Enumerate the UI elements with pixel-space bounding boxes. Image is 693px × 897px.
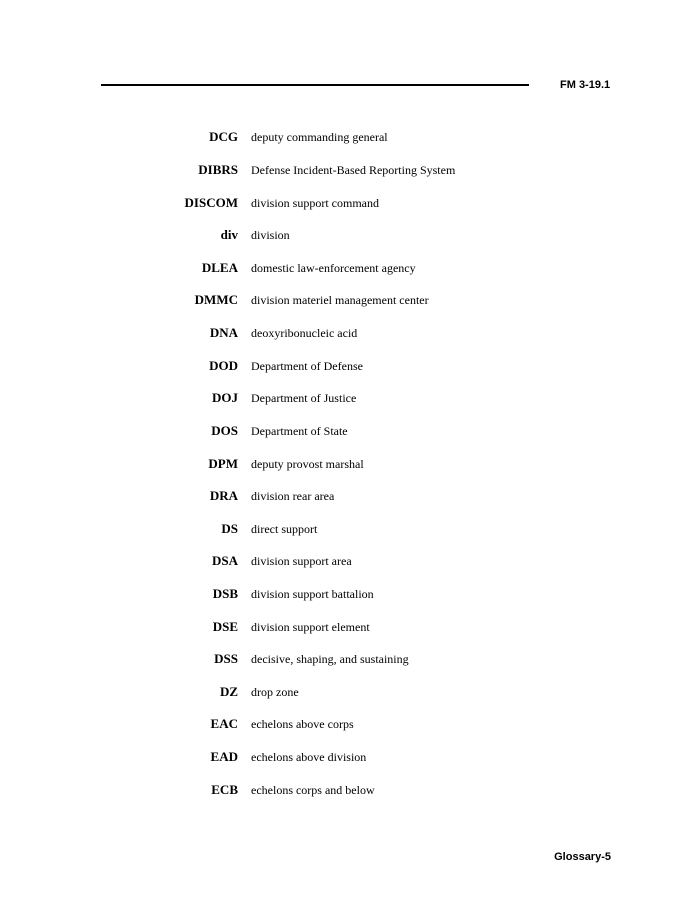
glossary-entry xyxy=(0,291,693,309)
glossary-entry xyxy=(0,357,693,375)
glossary-entry xyxy=(0,389,693,407)
glossary-definition: division support element xyxy=(251,620,370,634)
glossary-definition: Department of State xyxy=(251,424,348,438)
glossary-entry xyxy=(0,487,693,505)
glossary-definition: division materiel management center xyxy=(251,293,429,307)
document-id: FM 3-19.1 xyxy=(560,79,611,91)
glossary-term: DCG xyxy=(209,129,238,144)
glossary-definition: drop zone xyxy=(251,685,299,699)
glossary-definition: deputy commanding general xyxy=(251,130,388,144)
glossary-definition: Defense Incident-Based Reporting System xyxy=(251,163,456,177)
glossary-entry xyxy=(0,161,693,179)
glossary-term: DOJ xyxy=(212,390,238,405)
glossary-entry xyxy=(0,520,693,538)
glossary-definition: division rear area xyxy=(251,489,335,503)
glossary-entry xyxy=(0,715,693,733)
glossary-definition: deoxyribonucleic acid xyxy=(251,326,358,340)
glossary-definition: domestic law-enforcement agency xyxy=(251,261,416,275)
glossary-definition: echelons above corps xyxy=(251,717,354,731)
header-rule xyxy=(101,84,529,86)
glossary-term: EAD xyxy=(210,749,238,764)
glossary-definition: echelons corps and below xyxy=(251,783,375,797)
glossary-entry xyxy=(0,683,693,701)
glossary-definition: division support battalion xyxy=(251,587,374,601)
glossary-entry xyxy=(0,226,693,244)
glossary-entry xyxy=(0,585,693,603)
glossary-term: EAC xyxy=(210,716,238,731)
glossary-entry xyxy=(0,259,693,277)
glossary-entry xyxy=(0,748,693,766)
glossary-definition: Department of Defense xyxy=(251,359,363,373)
glossary-term: DZ xyxy=(219,684,238,699)
glossary-definition: division support command xyxy=(251,196,379,210)
glossary-definition: division xyxy=(251,228,290,242)
glossary-term: div xyxy=(220,227,238,242)
glossary-definition: decisive, shaping, and sustaining xyxy=(251,652,409,666)
glossary-term: DOS xyxy=(211,423,238,438)
glossary-term: DISCOM xyxy=(184,195,238,210)
glossary-term: ECB xyxy=(211,782,238,797)
glossary-entry xyxy=(0,552,693,570)
glossary-entry xyxy=(0,455,693,473)
glossary-term: DPM xyxy=(208,456,238,471)
glossary-entry xyxy=(0,781,693,799)
glossary-entry xyxy=(0,324,693,342)
glossary-term: DIBRS xyxy=(198,162,238,177)
glossary-entry xyxy=(0,650,693,668)
glossary-entry xyxy=(0,422,693,440)
glossary-term: DRA xyxy=(209,488,238,503)
glossary-term: DS xyxy=(221,521,238,536)
glossary-term: DSS xyxy=(214,651,238,666)
glossary-definition: direct support xyxy=(251,522,318,536)
glossary-definition: division support area xyxy=(251,554,352,568)
glossary-term: DMMC xyxy=(194,292,238,307)
page-number: Glossary-5 xyxy=(554,851,611,863)
glossary-entry xyxy=(0,128,693,146)
glossary-term: DSB xyxy=(212,586,238,601)
glossary-definition: Department of Justice xyxy=(251,391,357,405)
glossary-term: DSE xyxy=(212,619,238,634)
glossary-term: DLEA xyxy=(201,260,238,275)
glossary-definition: echelons above division xyxy=(251,750,367,764)
glossary-term: DOD xyxy=(209,358,238,373)
glossary-term: DNA xyxy=(209,325,238,340)
glossary-entry xyxy=(0,618,693,636)
glossary-entry xyxy=(0,194,693,212)
glossary-definition: deputy provost marshal xyxy=(251,457,364,471)
glossary-term: DSA xyxy=(211,553,238,568)
